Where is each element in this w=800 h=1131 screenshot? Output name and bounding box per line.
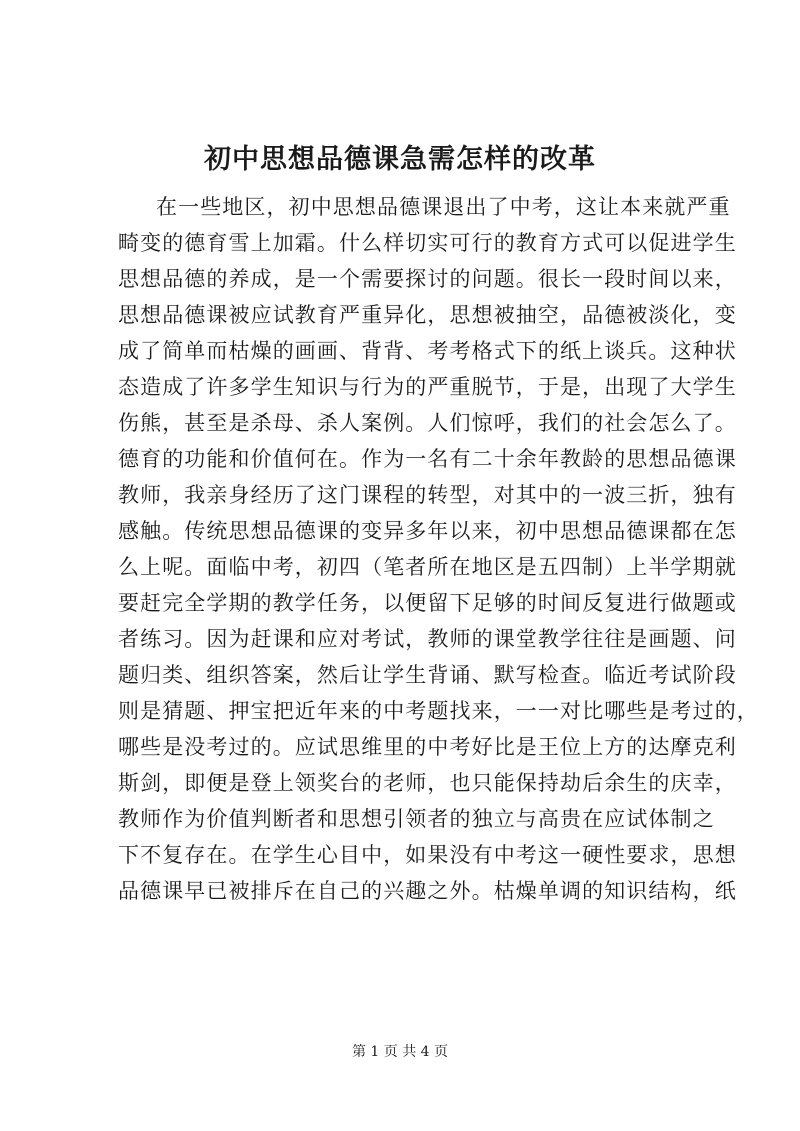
body-line: 思想品德课被应试教育严重异化，思想被抽空，品德被淡化，变: [118, 303, 737, 327]
body-line: 则是猜题、押宝把近年来的中考题找来，一一对比哪些是考过的，: [118, 699, 759, 723]
body-line: 品德课早已被排斥在自己的兴趣之外。枯燥单调的知识结构，纸: [118, 879, 737, 903]
body-line: 要赶完全学期的教学任务，以便留下足够的时间反复进行做题或: [118, 591, 737, 615]
body-line: 成了简单而枯燥的画画、背背、考考格式下的纸上谈兵。这种状: [118, 339, 737, 363]
body-line: 态造成了许多学生知识与行为的严重脱节，于是，出现了大学生: [118, 375, 737, 399]
body-line: 思想品德的养成，是一个需要探讨的问题。很长一段时间以来，: [118, 267, 737, 291]
body-line: 题归类、组织答案，然后让学生背诵、默写检查。临近考试阶段: [118, 663, 737, 687]
body-line: 者练习。因为赶课和应对考试，教师的课堂教学往往是画题、问: [118, 627, 737, 651]
body-line: 伤熊，甚至是杀母、杀人案例。人们惊呼，我们的社会怎么了。: [118, 411, 737, 435]
document-body: [118, 189, 759, 909]
body-line: 教师作为价值判断者和思想引领者的独立与高贵在应试体制之: [118, 807, 715, 831]
body-line: 哪些是没考过的。应试思维里的中考好比是王位上方的达摩克利: [118, 735, 737, 759]
body-line: 在一些地区，初中思想品德课退出了中考，这让本来就严重: [156, 195, 731, 219]
body-line: 教师，我亲身经历了这门课程的转型，对其中的一波三折，独有: [118, 483, 737, 507]
document-title: 初中思想品德课急需怎样的改革: [204, 144, 596, 175]
body-line: 畸变的德育雪上加霜。什么样切实可行的教育方式可以促进学生: [118, 231, 737, 255]
body-line: 么上呢。面临中考，初四（笔者所在地区是五四制）上半学期就: [118, 555, 737, 579]
page-footer: 第 1 页 共 4 页: [351, 1044, 449, 1060]
body-line: 斯剑，即便是登上领奖台的老师，也只能保持劫后余生的庆幸，: [118, 771, 737, 795]
body-line: 德育的功能和价值何在。作为一名有二十余年教龄的思想品德课: [118, 447, 737, 471]
body-line: 感触。传统思想品德课的变异多年以来，初中思想品德课都在怎: [118, 519, 737, 543]
body-line: 下不复存在。在学生心目中，如果没有中考这一硬性要求，思想: [118, 843, 737, 867]
